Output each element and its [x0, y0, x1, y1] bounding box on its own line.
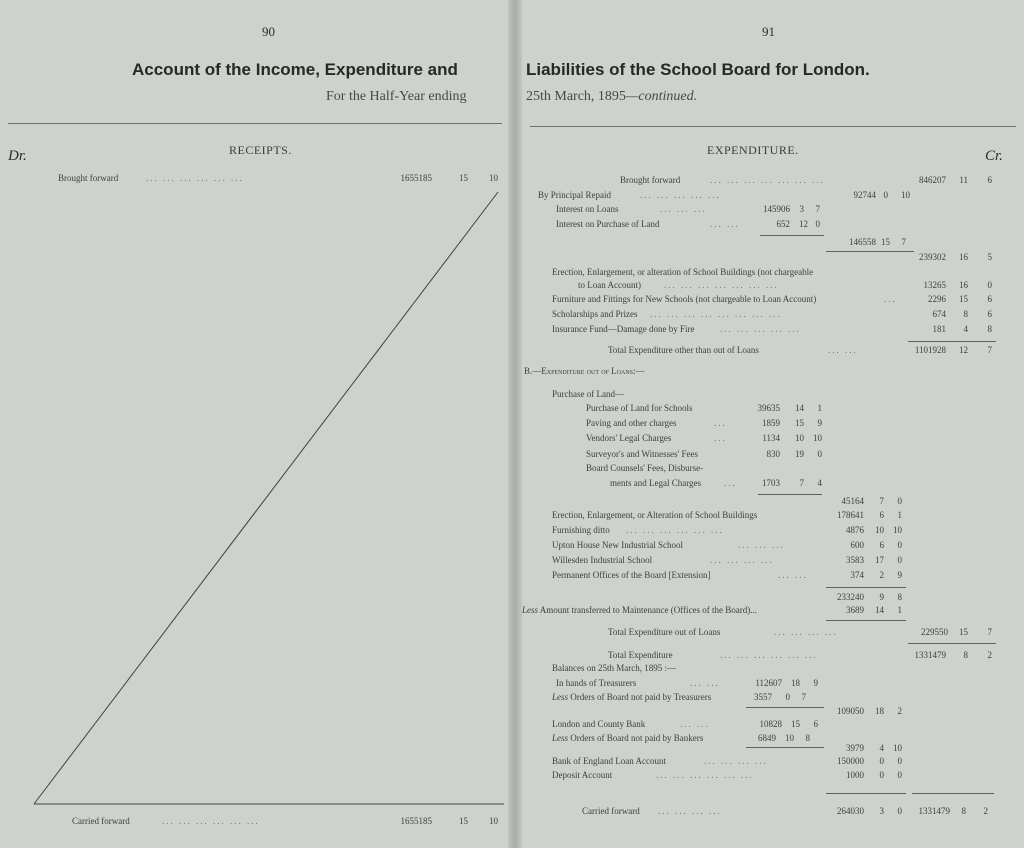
- left-page-subtitle: For the Half-Year ending: [326, 89, 467, 104]
- loan-item-row: Permanent Offices of the Board [Extension] ... ... 374 2 9: [552, 570, 902, 580]
- shillings: 10: [785, 733, 794, 743]
- pence: 0: [897, 496, 902, 506]
- pounds: 1000: [846, 770, 864, 780]
- erection-row-line2: to Loan Account) ... ... ... ... ... ... ... 13265 16 0: [578, 280, 992, 290]
- purchase-item-row: [0, 449, 1024, 462]
- pounds: 178641: [837, 510, 864, 520]
- row-label-text: Orders of Board not paid by Treasurers: [570, 692, 712, 702]
- less-word: Less: [552, 692, 569, 702]
- pounds: 10828: [759, 719, 782, 729]
- balance-pence: 0: [897, 806, 902, 816]
- interest-total-row: [0, 252, 1024, 265]
- pounds: 229550: [921, 627, 948, 637]
- row-label: Upton House New Industrial School: [552, 540, 683, 550]
- right-page-number: 91: [762, 24, 775, 39]
- expenditure-heading: EXPENDITURE.: [707, 143, 799, 157]
- pounds: 39635: [757, 403, 780, 413]
- row-label: Erection, Enlargement, or alteration of School Buildings (not chargeable: [552, 267, 814, 277]
- shillings: 14: [875, 605, 884, 615]
- row-label: Furnishing ditto: [552, 525, 610, 535]
- less-treasurers-row: [0, 692, 1024, 705]
- shillings: 15: [959, 294, 968, 304]
- subtotal-rule: [826, 587, 906, 588]
- row-label: B.—Expenditure out of Loans:—: [524, 366, 645, 376]
- row-label: ments and Legal Charges: [610, 478, 702, 488]
- pounds: 145906: [763, 204, 790, 214]
- shillings: 15: [459, 173, 468, 183]
- row-label: Insurance Fund—Damage done by Fire: [552, 324, 695, 334]
- pence: 0: [897, 540, 902, 550]
- row-label: Total Expenditure: [608, 650, 673, 660]
- shillings: 15: [791, 719, 800, 729]
- board-counsel-line2: ments and Legal Charges ... 1703 7 4: [610, 478, 822, 488]
- row-label: Bank of England Loan Account: [552, 756, 666, 766]
- shillings: 6: [879, 540, 884, 550]
- row-label: Scholarships and Prizes: [552, 309, 638, 319]
- pence: 6: [987, 309, 992, 319]
- row-label: Brought forward: [620, 175, 681, 185]
- pence: 10: [893, 525, 902, 535]
- pounds: 830: [766, 449, 780, 459]
- shillings: 14: [795, 403, 804, 413]
- pence: 0: [987, 280, 992, 290]
- pence: 4: [817, 478, 822, 488]
- row-label: to Loan Account): [578, 280, 641, 290]
- treasurers-net-row: [0, 706, 1024, 719]
- left-brought-forward-row: Brought forward ... ... ... ... ... ... 1655185 15 10: [58, 173, 498, 183]
- pence: 10: [813, 433, 822, 443]
- balance-shillings: 3: [879, 806, 884, 816]
- pounds: 13265: [923, 280, 946, 290]
- shillings: 18: [875, 706, 884, 716]
- row-label: Furniture and Fittings for New Schools (not chargeable to Loan Account): [552, 294, 817, 304]
- pence: 2: [987, 650, 992, 660]
- shillings: 0: [879, 770, 884, 780]
- row-label: London and County Bank: [552, 719, 646, 729]
- bank-of-england-row: Bank of England Loan Account ... ... ... ... 150000 0 0: [552, 756, 902, 766]
- shillings: 19: [795, 449, 804, 459]
- pence: 8: [987, 324, 992, 334]
- pence: 7: [987, 627, 992, 637]
- row-label: Paving and other charges: [586, 418, 677, 428]
- principal-repaid-row: By Principal Repaid ... ... ... ... ... 92744 0 10: [538, 190, 910, 200]
- row-label: In hands of Treasurers: [556, 678, 637, 688]
- shillings: 15: [795, 418, 804, 428]
- row-label: Total Expenditure out of Loans: [608, 627, 721, 637]
- interest-subtotal-row: [0, 237, 1024, 250]
- shillings: 8: [961, 806, 966, 816]
- pounds: 1859: [762, 418, 780, 428]
- row-label: Carried forward: [72, 816, 130, 826]
- pounds: 1331479: [914, 650, 946, 660]
- pounds: 3689: [846, 605, 864, 615]
- less-transferred-row: [0, 605, 1024, 618]
- balance-pounds: 264030: [837, 806, 864, 816]
- total-expenditure-row: Total Expenditure ... ... ... ... ... ... 1331479 8 2: [608, 650, 992, 660]
- row-label: Carried forward: [582, 806, 640, 816]
- pence: 8: [897, 592, 902, 602]
- total-other-row: Total Expenditure other than out of Loans ... ... 1101928 12 7: [608, 345, 992, 355]
- insurance-row: Insurance Fund—Damage done by Fire ... ... ... ... ... 181 4 8: [552, 324, 992, 334]
- pounds: 846207: [919, 175, 946, 185]
- pounds: 3583: [846, 555, 864, 565]
- pence: 2: [897, 706, 902, 716]
- cr-label: Cr.: [985, 148, 1003, 164]
- loan-item-row: Upton House New Industrial School ... ... ... 600 6 0: [552, 540, 902, 550]
- scholarships-row: Scholarships and Prizes ... ... ... ... ... ... ... ... 674 8 6: [552, 309, 992, 319]
- pence: 7: [987, 345, 992, 355]
- county-bank-row: London and County Bank ... ... 10828 15 6: [552, 719, 818, 729]
- pence: 5: [987, 252, 992, 262]
- shillings: 10: [795, 433, 804, 443]
- section-b-heading: [0, 366, 1024, 379]
- total-loans-row: Total Expenditure out of Loans ... ... ... ... 229550 15 7: [608, 627, 992, 637]
- pounds: 1655185: [400, 173, 432, 183]
- row-label: Total Expenditure other than out of Loans: [608, 345, 759, 355]
- row-label: [552, 692, 711, 702]
- row-label: Less Amount transferred to Maintenance (Offices of the Board)...: [522, 605, 758, 615]
- row-label: Deposit Account: [552, 770, 613, 780]
- loans-gross-row: [0, 592, 1024, 605]
- shillings: 0: [785, 692, 790, 702]
- subtotal-rule: [760, 235, 824, 236]
- right-carried-forward-row: Carried forward ... ... ... ... 264030 3 0 1331479 8 2: [582, 806, 988, 816]
- row-label: Interest on Purchase of Land: [556, 219, 660, 229]
- pounds: 92744: [853, 190, 876, 200]
- bank-net-row: [0, 743, 1024, 756]
- pounds: 150000: [837, 756, 864, 766]
- row-label-text: Amount transferred to Maintenance (Offices of the Board): [539, 605, 751, 615]
- purchase-item-row: Paving and other charges ... 1859 15 9: [586, 418, 822, 428]
- shillings: 0: [883, 190, 888, 200]
- left-page-number: 90: [262, 24, 275, 39]
- shillings: 15: [459, 816, 468, 826]
- subtitle-suffix: —continued.: [625, 89, 698, 104]
- pence: 10: [489, 816, 498, 826]
- shillings: 15: [881, 237, 890, 247]
- row-label: Board Counsels' Fees, Disburse-: [586, 463, 704, 473]
- furniture-row: Furniture and Fittings for New Schools (not chargeable to Loan Account) ... 2296 15 6: [552, 294, 992, 304]
- shillings: 15: [959, 627, 968, 637]
- pounds: 1134: [762, 433, 780, 443]
- total-rule: [908, 341, 996, 342]
- receipts-heading: RECEIPTS.: [229, 143, 292, 157]
- pence: 9: [817, 418, 822, 428]
- pence: 6: [813, 719, 818, 729]
- purchase-subtotal-row: [0, 496, 1024, 509]
- right-page-title: Liabilities of the School Board for London.: [526, 60, 870, 79]
- pence: 9: [813, 678, 818, 688]
- pence: 1: [897, 510, 902, 520]
- purchase-item-row: [0, 403, 1024, 416]
- erection-row-line1: [0, 267, 1024, 280]
- pounds: 3979: [846, 743, 864, 753]
- pence: 10: [489, 173, 498, 183]
- pounds: 1101928: [914, 345, 946, 355]
- shillings: 10: [875, 525, 884, 535]
- interest-purchase-land-row: Interest on Purchase of Land ... ... 652 12 0: [556, 219, 820, 229]
- left-carried-forward-row: Carried forward ... ... ... ... ... ... 1655185 15 10: [72, 816, 498, 826]
- pounds: 600: [850, 540, 864, 550]
- pounds: 239302: [919, 252, 946, 262]
- row-label: Vendors' Legal Charges: [586, 433, 672, 443]
- shillings: 2: [879, 570, 884, 580]
- subtotal-rule: [758, 494, 822, 495]
- purchase-heading-row: [0, 389, 1024, 402]
- pence: 0: [897, 770, 902, 780]
- shillings: 12: [959, 345, 968, 355]
- loan-item-row: Willesden Industrial School ... ... ... ... 3583 17 0: [552, 555, 902, 565]
- loan-item-row: [0, 510, 1024, 523]
- shillings: 8: [963, 309, 968, 319]
- shillings: 7: [879, 496, 884, 506]
- shillings: 3: [799, 204, 804, 214]
- pounds: 4876: [846, 525, 864, 535]
- dr-label: Dr.: [8, 148, 27, 164]
- balances-heading-row: [0, 663, 1024, 676]
- pounds: 181: [932, 324, 946, 334]
- right-brought-forward-row: Brought forward ... ... ... ... ... ... ... 846207 11 6: [620, 175, 992, 185]
- pence: 10: [901, 190, 910, 200]
- shillings: 18: [791, 678, 800, 688]
- purchase-item-row: Vendors' Legal Charges ... 1134 10 10: [586, 433, 822, 443]
- pence: 0: [817, 449, 822, 459]
- pounds: 374: [850, 570, 864, 580]
- pounds: 1655185: [400, 816, 432, 826]
- row-label: Purchase of Land—: [552, 389, 624, 399]
- pounds: 652: [776, 219, 790, 229]
- pounds: 2296: [928, 294, 946, 304]
- pence: 1: [897, 605, 902, 615]
- pounds: 109050: [837, 706, 864, 716]
- shillings: 17: [875, 555, 884, 565]
- less-word: Less: [522, 605, 539, 615]
- pence: 0: [897, 756, 902, 766]
- pence: 7: [901, 237, 906, 247]
- shillings: 0: [879, 756, 884, 766]
- total-rule: [908, 643, 996, 644]
- shillings: 12: [799, 219, 808, 229]
- pence: 6: [987, 294, 992, 304]
- pence: 7: [815, 204, 820, 214]
- shillings: 4: [879, 743, 884, 753]
- row-label: Willesden Industrial School: [552, 555, 653, 565]
- loan-item-row: Furnishing ditto ... ... ... ... ... ... 4876 10 10: [552, 525, 902, 535]
- shillings: 4: [963, 324, 968, 334]
- pence: 7: [801, 692, 806, 702]
- pence: 1: [817, 403, 822, 413]
- pounds: 674: [932, 309, 946, 319]
- pounds: 1703: [762, 478, 780, 488]
- deposit-row: Deposit Account ... ... ... ... ... ... 1000 0 0: [552, 770, 902, 780]
- pence: 6: [987, 175, 992, 185]
- subtotal-rule: [826, 793, 906, 794]
- row-label: Balances on 25th March, 1895 :—: [552, 663, 676, 673]
- row-label: By Principal Repaid: [538, 190, 611, 200]
- pounds: 3557: [754, 692, 772, 702]
- row-label: [552, 733, 703, 743]
- pounds: 146558: [849, 237, 876, 247]
- shillings: 11: [959, 175, 968, 185]
- shillings: 8: [963, 650, 968, 660]
- pence: 2: [983, 806, 988, 816]
- row-label: Erection, Enlargement, or Alteration of School Buildings: [552, 510, 758, 520]
- shillings: 6: [879, 510, 884, 520]
- interest-on-loans-row: Interest on Loans ... ... ... 145906 3 7: [556, 204, 820, 214]
- total-rule: [912, 793, 994, 794]
- pence: 0: [815, 219, 820, 229]
- pence: 8: [805, 733, 810, 743]
- shillings: 16: [959, 280, 968, 290]
- row-label: Purchase of Land for Schools: [586, 403, 693, 413]
- pounds: 112607: [755, 678, 782, 688]
- row-label: Interest on Loans: [556, 204, 619, 214]
- treasurers-row: In hands of Treasurers ... ... 112607 18 9: [556, 678, 818, 688]
- row-label: Brought forward: [58, 173, 119, 183]
- pounds: 6849: [758, 733, 776, 743]
- subtotal-rule: [826, 620, 906, 621]
- left-page-title: Account of the Income, Expenditure and: [132, 60, 458, 79]
- shillings: 16: [959, 252, 968, 262]
- shillings: 7: [799, 478, 804, 488]
- row-label-text: Orders of Board not paid by Bankers: [570, 733, 704, 743]
- pounds: 233240: [837, 592, 864, 602]
- pence: 0: [897, 555, 902, 565]
- shillings: 9: [879, 592, 884, 602]
- pence: 9: [897, 570, 902, 580]
- pounds: 1331479: [918, 806, 950, 816]
- subtitle-date: 25th March, 1895: [526, 89, 626, 104]
- less-word: Less: [552, 733, 569, 743]
- pence: 10: [893, 743, 902, 753]
- board-counsel-line1: [0, 463, 1024, 476]
- row-label: Permanent Offices of the Board [Extension]: [552, 570, 711, 580]
- row-label: Surveyor's and Witnesses' Fees: [586, 449, 698, 459]
- pounds: 45164: [841, 496, 864, 506]
